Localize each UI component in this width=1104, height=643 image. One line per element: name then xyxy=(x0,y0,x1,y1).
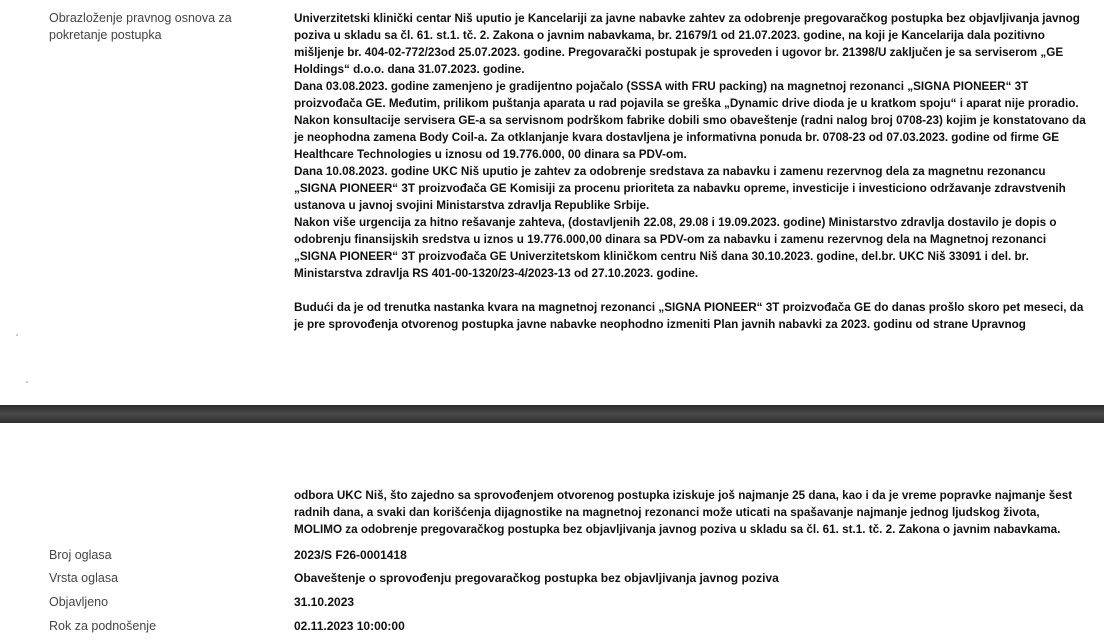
paragraph-2: Dana 03.08.2023. godine zamenjeno je gradijentno pojačalo (SSSA with FRU packing) na magnetnoj rezonanci „SIGNA PIONEER“ 3T proizvođača GE. Međutim, prilikom puštanja aparata u rad pojavila se greška „Dynamic drive dioda je u kratkom spoju“ i aparat nije proradio. Nakon konsultacije servisera GE-a sa servisnom podrškom fabrike dobili smo obaveštenje (radni nalog broj 0708-23) kojim je konstatovano da je neophodna zamena Body Coil-a. Za otklanjanje kvara dostavljena je informativna ponuda br. 0708-23 od 07.03.2023. godine od firme GE Healthcare Technologies u iznosu od 19.776.000, 00 dinara sa PDV-om. xyxy=(294,80,1086,161)
row-value-broj-oglasa: 2023/S F26-0001418 xyxy=(294,548,407,562)
explanation-text xyxy=(294,10,1089,333)
explanation-label: Obrazloženje pravnog osnova za pokretanje postupka xyxy=(49,11,232,42)
row-label-objavljeno: Objavljeno xyxy=(49,595,109,609)
paragraph-1: Univerzitetski klinički centar Niš uputio je Kancelariji za javne nabavke zahtev za odobrenje pregovaračkog postupka bez objavljivanja javnog poziva u skladu sa čl. 61. st.1. tč. 2. Zakona o javnim nabavkama, br. 21679/1 od 21.07.2023. godine, na koji je Kancelarija dala pozitivno mišljenje br. 404-02-772/23od 25.07.2023. godine. Pregovarački postupak je sproveden i ugovor br. 21398/U zaključen je sa serviserom „GE Holdings“ d.o.o. dana 31.07.2023. godine. xyxy=(294,12,1080,76)
row-label-broj-oglasa: Broj oglasa xyxy=(49,548,112,562)
paragraph-5: Budući da je od trenutka nastanka kvara na magnetnoj rezonanci „SIGNA PIONEER“ 3T proizvođača GE do danas prošlo skoro pet meseci, da je pre sprovođenja otvorenog postupka javne nabavke neophodno izmeniti Plan javnih nabavki za 2023. godinu od strane Upravnog xyxy=(294,301,1084,331)
row-label-vrsta-oglasa: Vrsta oglasa xyxy=(49,571,119,585)
row-value-rok: 02.11.2023 10:00:00 xyxy=(294,619,405,633)
paragraph-4: Nakon više urgencija za hitno rešavanje zahteva, (dostavljenih 22.08, 29.08 i 19.09.2023. godine) Ministarstvo zdravlja dostavilo je dopis o odobrenju finansijskih sredstva u iznos u 19.776.000,00 dinara sa PDV-om za nabavku i zamenu rezervnog dela na Magnetnoj rezonanci „SIGNA PIONEER“ 3T proizvođača GE Univerzitetskom kliničkom centru Niš dana 30.10.2023. godine, del.br. UKC Niš 33091 i del. br. Ministarstva zdravlja RS 401-00-1320/23-4/2023-13 od 27.10.2023. godine. xyxy=(294,216,1057,280)
notice-section xyxy=(0,423,1104,643)
row-value-objavljeno: 31.10.2023 xyxy=(294,595,355,609)
continuation-text: odbora UKC Niš, što zajedno sa sprovođenjem otvorenog postupka iziskuje još najmanje 25 dana, kao i da je vreme popravke najmanje šest radnih dana, a svaki dan korišćenja dijagnostike na magnetnoj rezonanci može uticati na spašavanje najmanje jednog ljudskog života, MOLIMO za odobrenje pregovaračkog postupka bez objavljivanja javnog poziva u skladu sa čl. 61. st.1. tč. 2. Zakona o javnim nabavkama. xyxy=(294,489,1073,536)
paragraph-3: Dana 10.08.2023. godine UKC Niš uputio je zahtev za odobrenje sredstava za nabavku i zamenu rezervnog dela za magnetnu rezonancu „SIGNA PIONEER“ 3T proizvođača GE Komisiji za procenu prioriteta za nabavku opreme, investicije i investiciono održavanje zdravstvenih ustanova u javnoj svojini Ministarstva zdravlja Republike Srbije. xyxy=(294,165,1066,212)
page-break-bar xyxy=(0,405,1104,423)
row-value-vrsta-oglasa: Obaveštenje o sprovođenju pregovaračkog postupka bez objavljivanja javnog poziva xyxy=(294,571,779,585)
row-label-rok: Rok za podnošenje xyxy=(49,619,157,633)
